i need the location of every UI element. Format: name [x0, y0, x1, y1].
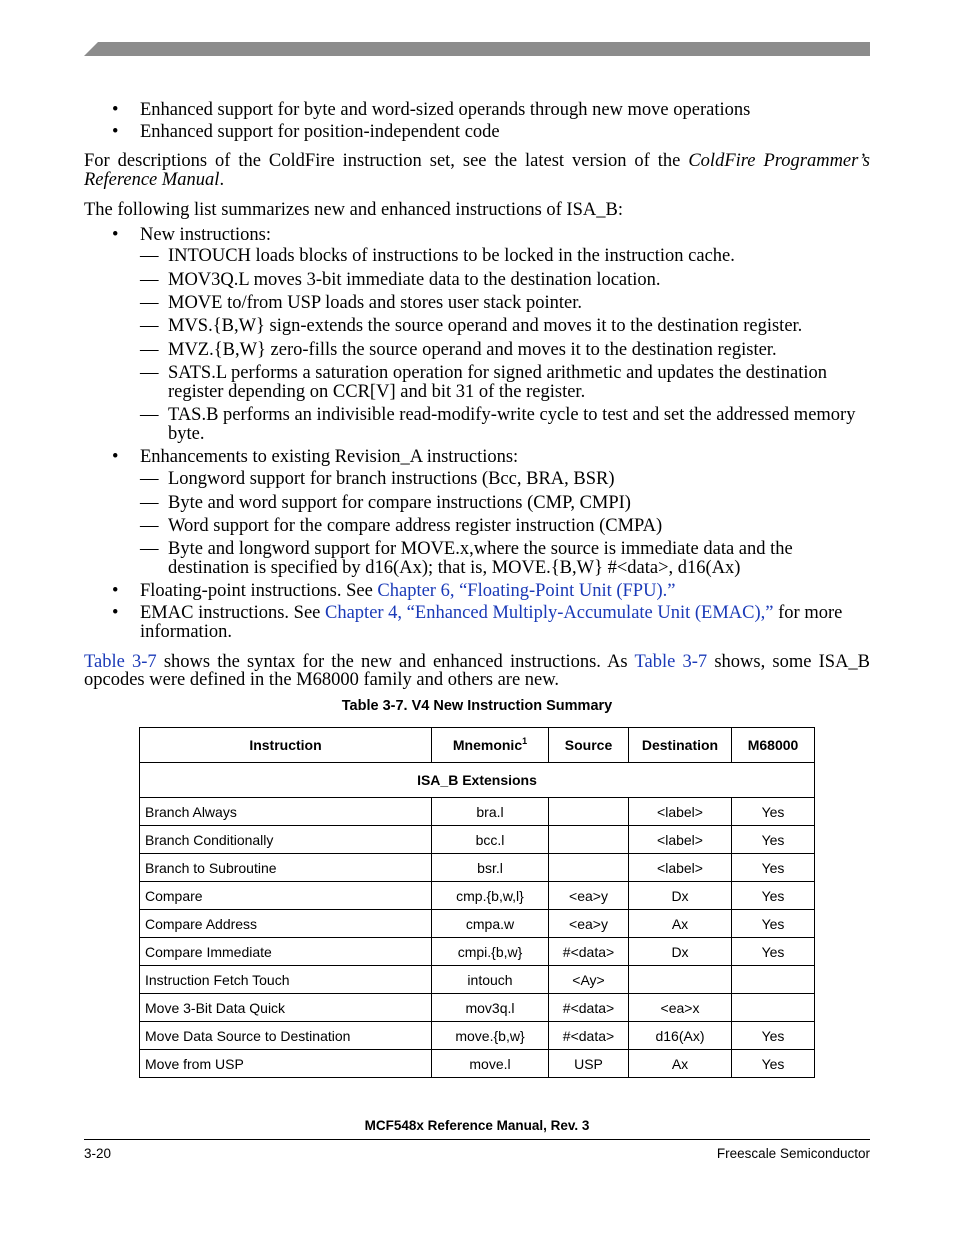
- header-mnemonic: [432, 728, 549, 763]
- group-label: ISA_B Extensions: [140, 763, 815, 798]
- dash-marker: —: [140, 516, 159, 536]
- para3-text: shows the syntax for the new and enhanced instructions. As: [156, 652, 635, 672]
- table-row: [140, 938, 815, 966]
- cell-destination: Ax: [629, 910, 732, 938]
- list-item: INTOUCH loads blocks of instructions to be locked in the instruction cache.: [168, 246, 735, 266]
- new-instructions-label: New instructions:: [140, 225, 272, 245]
- header-source: Source: [549, 728, 629, 763]
- table-header-row: [140, 728, 815, 763]
- para3-text-end: shows, some ISA_B: [707, 652, 871, 672]
- cell-instruction: Move from USP: [140, 1050, 432, 1078]
- cell-mnemonic: cmpa.w: [432, 910, 549, 938]
- cell-source: [549, 826, 629, 854]
- period: .: [219, 170, 225, 190]
- cell-m68000: [732, 966, 815, 994]
- header-mnemonic-label: Mnemonic: [452, 737, 523, 753]
- list-item: Byte and word support for compare instructions (CMP, CMPI): [168, 493, 631, 513]
- instruction-table: [139, 727, 815, 1078]
- cell-m68000: Yes: [732, 1050, 815, 1078]
- cell-destination: Dx: [629, 938, 732, 966]
- bullet-text: Enhanced support for position-independent code: [140, 122, 500, 142]
- cell-instruction: Instruction Fetch Touch: [140, 966, 432, 994]
- para1-text: For descriptions of the ColdFire instruction set, see the latest version of the: [84, 151, 689, 171]
- list-item: Word support for the compare address register instruction (CMPA): [168, 516, 663, 536]
- table-row: [140, 854, 815, 882]
- cell-destination: <label>: [629, 826, 732, 854]
- paragraph-descriptions: [84, 152, 870, 171]
- footer-divider: [84, 1139, 870, 1140]
- cell-source: #<data>: [549, 1022, 629, 1050]
- header-bar: [84, 42, 870, 56]
- dash-marker: —: [140, 405, 159, 425]
- header-m68000: M68000: [732, 728, 815, 763]
- cell-instruction: Branch Always: [140, 798, 432, 826]
- cell-m68000: [732, 994, 815, 1022]
- cell-mnemonic: intouch: [432, 966, 549, 994]
- cell-m68000: Yes: [732, 882, 815, 910]
- list-item: MVZ.{B,W} zero-fills the source operand and moves it to the destination register.: [168, 340, 777, 360]
- header-destination: Destination: [629, 728, 732, 763]
- cell-destination: Dx: [629, 882, 732, 910]
- paragraph-summary: The following list summarizes new and enhanced instructions of ISA_B:: [84, 200, 623, 220]
- emac-item: [140, 604, 842, 623]
- cell-source: [549, 798, 629, 826]
- list-item: Byte and longword support for MOVE.x,where the source is immediate data and the: [168, 539, 793, 559]
- fpu-text: Floating-point instructions. See: [140, 581, 378, 601]
- cell-mnemonic: bsr.l: [432, 854, 549, 882]
- cell-source: <ea>y: [549, 882, 629, 910]
- footer-company: Freescale Semiconductor: [716, 1146, 870, 1161]
- bullet-marker: •: [112, 122, 119, 142]
- bullet-marker: •: [112, 447, 119, 467]
- bullet-marker: •: [112, 225, 119, 245]
- dash-marker: —: [140, 340, 159, 360]
- cell-instruction: Branch to Subroutine: [140, 854, 432, 882]
- cell-m68000: Yes: [732, 854, 815, 882]
- cell-instruction: Move 3-Bit Data Quick: [140, 994, 432, 1022]
- table-row: [140, 994, 815, 1022]
- dash-marker: —: [140, 246, 159, 266]
- bullet-marker: •: [112, 603, 119, 623]
- cell-mnemonic: bcc.l: [432, 826, 549, 854]
- cell-source: <Ay>: [549, 966, 629, 994]
- table-row: [140, 798, 815, 826]
- table-ref-link[interactable]: Table 3-7: [634, 652, 708, 672]
- paragraph-table-intro-line2: opcodes were defined in the M68000 family and others are new.: [84, 670, 560, 690]
- emac-item-cont: information.: [140, 622, 232, 642]
- cell-source: #<data>: [549, 994, 629, 1022]
- cell-destination: <label>: [629, 798, 732, 826]
- cell-mnemonic: cmpi.{b,w}: [432, 938, 549, 966]
- footnote-marker: 1: [522, 736, 528, 746]
- dash-marker: —: [140, 539, 159, 559]
- list-item: MOVE to/from USP loads and stores user stack pointer.: [168, 293, 582, 313]
- dash-marker: —: [140, 293, 159, 313]
- cell-mnemonic: mov3q.l: [432, 994, 549, 1022]
- cell-source: <ea>y: [549, 910, 629, 938]
- header-instruction: Instruction: [140, 728, 432, 763]
- cell-destination: <ea>x: [629, 994, 732, 1022]
- list-item: MOV3Q.L moves 3-bit immediate data to the destination location.: [168, 270, 661, 290]
- table-row: [140, 910, 815, 938]
- manual-title-cont: Reference Manual: [84, 170, 220, 190]
- cell-destination: <label>: [629, 854, 732, 882]
- cell-instruction: Compare Immediate: [140, 938, 432, 966]
- dash-marker: —: [140, 493, 159, 513]
- table-group-row: [140, 763, 815, 798]
- table-row: [140, 1022, 815, 1050]
- cell-instruction: Compare: [140, 882, 432, 910]
- enhancements-label: Enhancements to existing Revision_A instructions:: [140, 447, 519, 467]
- cell-source: #<data>: [549, 938, 629, 966]
- list-item-cont: destination is specified by d16(Ax); that is, MOVE.{B,W} #<data>, d16(Ax): [168, 558, 741, 578]
- bullet-text: Enhanced support for byte and word-sized operands through new move operations: [140, 100, 751, 120]
- list-item: MVS.{B,W} sign-extends the source operand and moves it to the destination register.: [168, 316, 803, 336]
- dash-marker: —: [140, 316, 159, 336]
- emac-text: EMAC instructions. See: [140, 603, 325, 623]
- bullet-marker: •: [112, 100, 119, 120]
- cell-m68000: Yes: [732, 798, 815, 826]
- table-caption: Table 3-7. V4 New Instruction Summary: [341, 698, 613, 714]
- manual-title: ColdFire Programmer’s: [688, 151, 870, 171]
- table-row: [140, 1050, 815, 1078]
- cell-mnemonic: move.l: [432, 1050, 549, 1078]
- paragraph-descriptions-line2: [84, 171, 224, 190]
- cell-m68000: Yes: [732, 1022, 815, 1050]
- cell-instruction: Move Data Source to Destination: [140, 1022, 432, 1050]
- dash-marker: —: [140, 469, 159, 489]
- footer-manual-title: MCF548x Reference Manual, Rev. 3: [364, 1118, 590, 1133]
- dash-marker: —: [140, 363, 159, 383]
- cell-m68000: Yes: [732, 938, 815, 966]
- page-number: 3-20: [84, 1146, 112, 1161]
- cell-source: [549, 854, 629, 882]
- cell-mnemonic: bra.l: [432, 798, 549, 826]
- table-row: [140, 882, 815, 910]
- dash-marker: —: [140, 270, 159, 290]
- cell-instruction: Branch Conditionally: [140, 826, 432, 854]
- fpu-chapter-link[interactable]: Chapter 6, “Floating-Point Unit (FPU).”: [377, 581, 676, 601]
- list-item: SATS.L performs a saturation operation for signed arithmetic and updates the destination: [168, 363, 827, 383]
- cell-instruction: Compare Address: [140, 910, 432, 938]
- cell-mnemonic: cmp.{b,w,l}: [432, 882, 549, 910]
- list-item-cont: byte.: [168, 424, 205, 444]
- list-item-cont: register depending on CCR[V] and bit 31 of the register.: [168, 382, 586, 402]
- cell-mnemonic: move.{b,w}: [432, 1022, 549, 1050]
- cell-m68000: Yes: [732, 826, 815, 854]
- emac-chapter-link[interactable]: Chapter 4, “Enhanced Multiply-Accumulate Unit (EMAC),”: [325, 603, 774, 623]
- emac-text-end: for more: [773, 603, 843, 623]
- list-item: Longword support for branch instructions (Bcc, BRA, BSR): [168, 469, 615, 489]
- bullet-marker: •: [112, 581, 119, 601]
- cell-destination: d16(Ax): [629, 1022, 732, 1050]
- fpu-item: [140, 582, 675, 601]
- table-row: [140, 966, 815, 994]
- cell-m68000: Yes: [732, 910, 815, 938]
- cell-destination: Ax: [629, 1050, 732, 1078]
- table-row: [140, 826, 815, 854]
- cell-source: USP: [549, 1050, 629, 1078]
- cell-destination: [629, 966, 732, 994]
- list-item: TAS.B performs an indivisible read-modify-write cycle to test and set the addressed memory: [168, 405, 856, 425]
- table-ref-link[interactable]: Table 3-7: [84, 652, 157, 672]
